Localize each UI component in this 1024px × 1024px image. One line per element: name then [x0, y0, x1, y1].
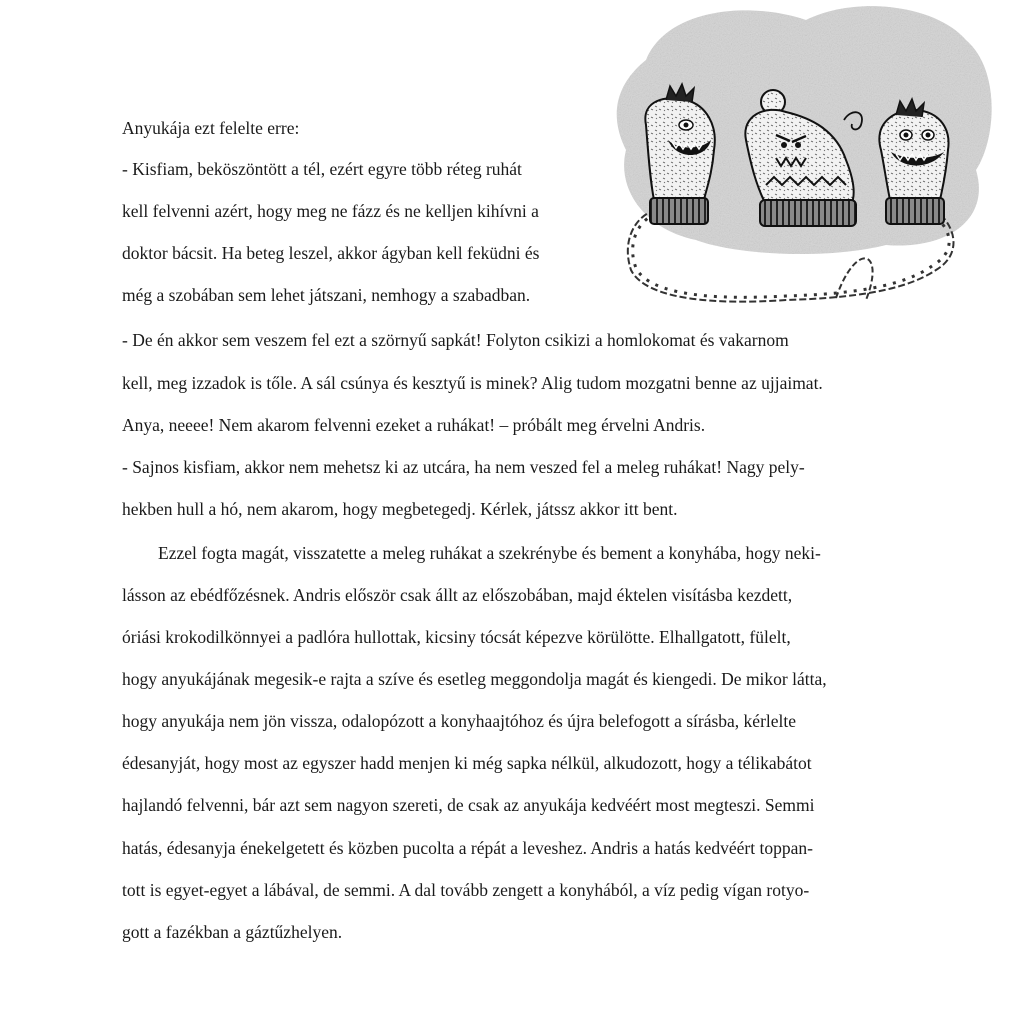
text-line: tott is egyet-egyet a lábával, de semmi. A dal tovább zengett a konyhából, a víz pedig vígan rotyo-	[122, 880, 810, 900]
text-line: még a szobában sem lehet játszani, nemhogy a szabadban.	[122, 285, 531, 305]
text-line: hogy anyukájának megesik-e rajta a szíve és esetleg meggondolja magát és kiengedi. De mikor látta,	[122, 669, 827, 689]
text-line: - Sajnos kisfiam, akkor nem mehetsz ki az utcára, ha nem veszed fel a meleg ruhákat! Nagy pely-	[122, 457, 805, 477]
text-line: óriási krokodilkönnyei a padlóra hullottak, kicsiny tócsát képezve körülötte. Elhallgatott, fülelt,	[122, 627, 791, 647]
text-line: doktor bácsit. Ha beteg leszel, akkor ágyban kell feküdni és	[122, 243, 540, 263]
text-line: lásson az ebédfőzésnek. Andris először csak állt az előszobában, majd éktelen visításba kezdett,	[122, 585, 793, 605]
text-line: Anyukája ezt felelte erre:	[122, 118, 300, 138]
text-line: hekben hull a hó, nem akarom, hogy megbetegedj. Kérlek, játssz akkor itt bent.	[122, 499, 678, 519]
text-line: kell felvenni azért, hogy meg ne fázz és ne kelljen kihívni a	[122, 201, 539, 221]
text-line: kell, meg izzadok is tőle. A sál csúnya és kesztyű is minek? Alig tudom mozgatni benne az ujjaimat.	[122, 373, 823, 393]
text-line: hajlandó felvenni, bár azt sem nagyon szereti, de csak az anyukája kedvéért most megteszi. Semmi	[122, 795, 815, 815]
mitten-and-hat-monsters-illustration	[606, 0, 1006, 320]
text-line: - Kisfiam, beköszöntött a tél, ezért egyre több réteg ruhát	[122, 159, 522, 179]
text-line: hatás, édesanyja énekelgetett és közben pucolta a répát a leveshez. Andris a hatás kedvéért toppan-	[122, 838, 813, 858]
text-line: Anya, neeee! Nem akarom felvenni ezeket a ruhákat! – próbált meg érvelni Andris.	[122, 415, 706, 435]
paragraph-first-line: Ezzel fogta magát, visszatette a meleg ruhákat a szekrénybe és bement a konyhába, hogy neki-	[158, 543, 821, 563]
text-line: hogy anyukája nem jön vissza, odalopózott a konyhaajtóhoz és újra belefogott a sírásba, kérlelte	[122, 711, 797, 731]
right-mitten-monster	[879, 99, 948, 224]
text-line: gott a fazékban a gáztűzhelyen.	[122, 922, 343, 942]
text-line: - De én akkor sem veszem fel ezt a szörnyű sapkát! Folyton csikizi a homlokomat és vakarnom	[122, 330, 789, 350]
text-line: édesanyját, hogy most az egyszer hadd menjen ki még sapka nélkül, alkudozott, hogy a télikabátot	[122, 753, 812, 773]
